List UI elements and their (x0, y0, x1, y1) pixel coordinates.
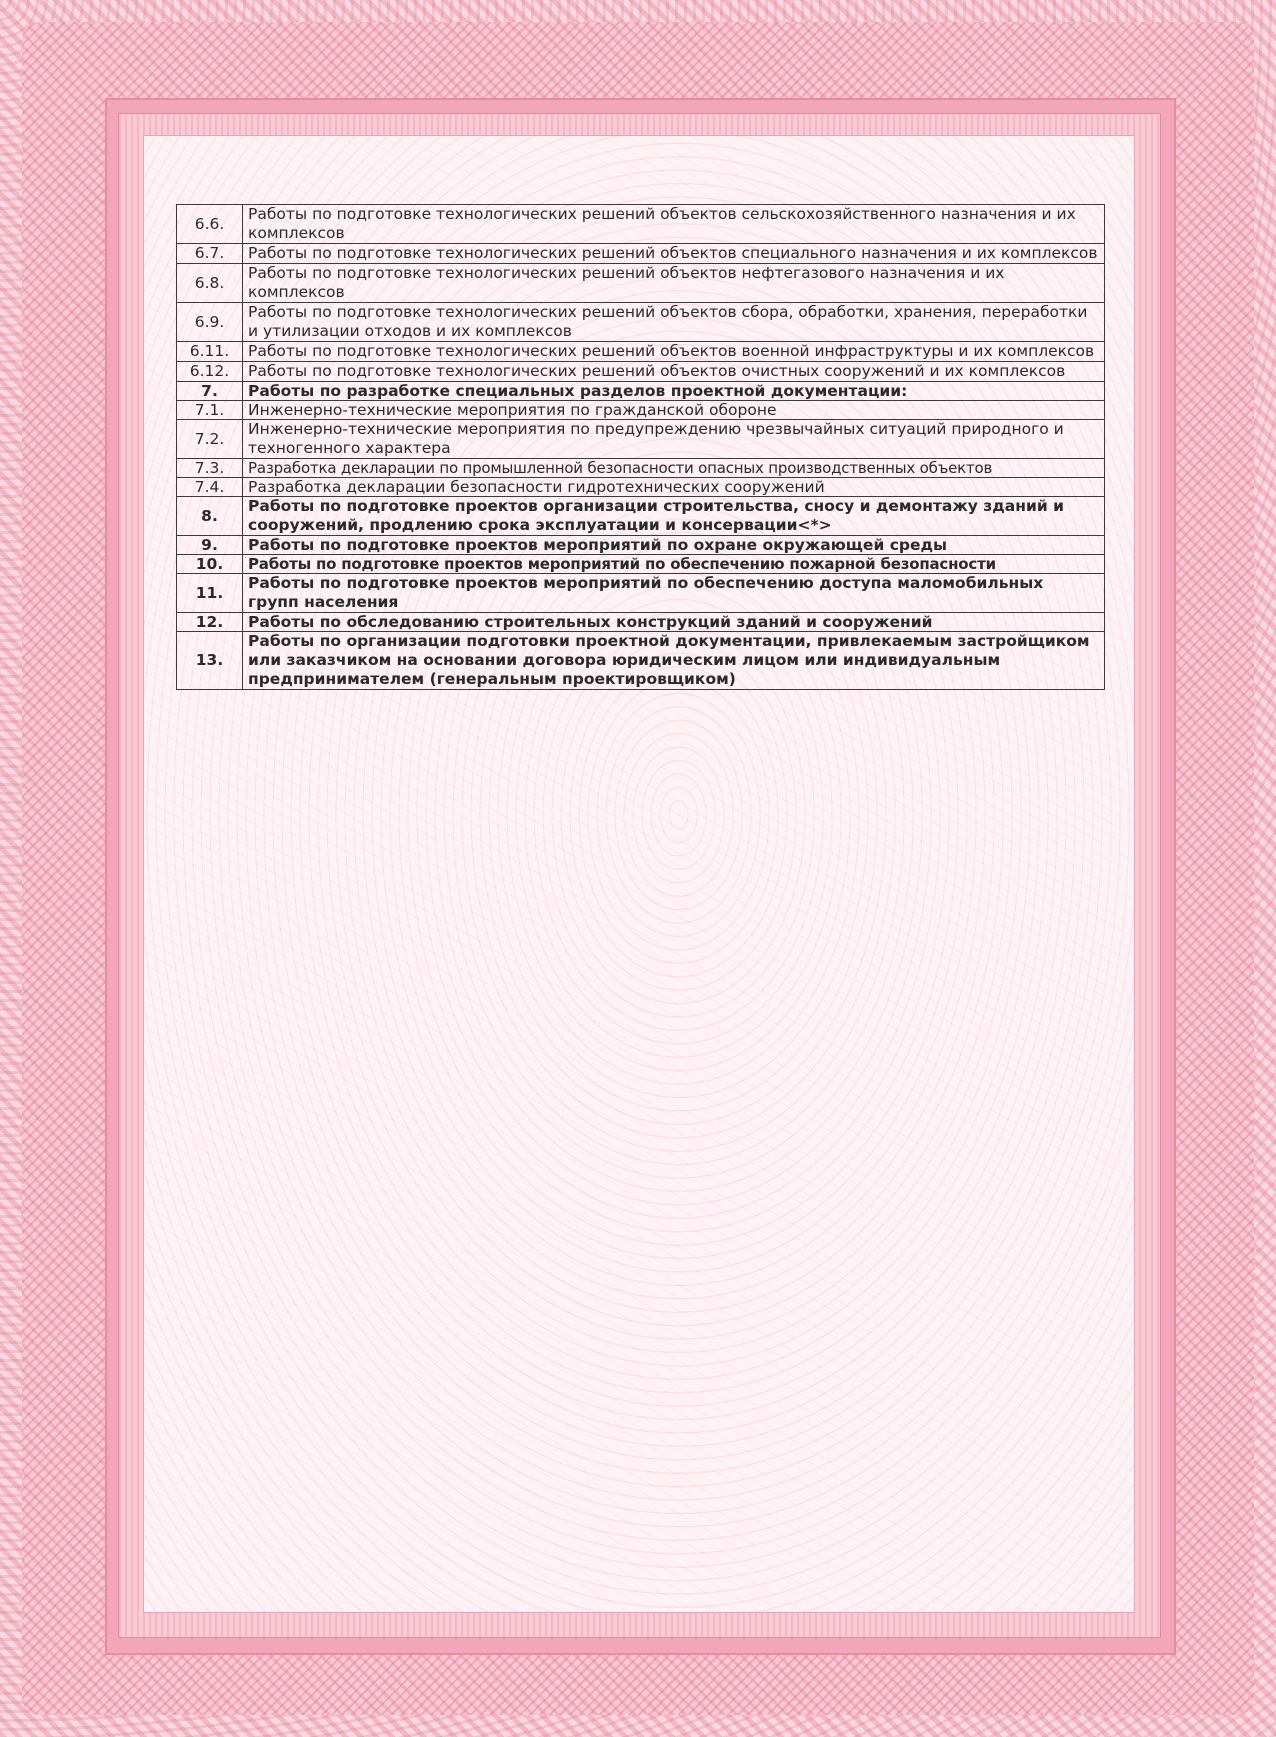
work-description: Работы по подготовке проектов мероприятий по охране окружающей среды (243, 536, 1105, 555)
work-description: Работы по подготовке проектов организации строительства, сносу и демонтажу зданий и сооружений, продлению срока эксплуатации и консервации<*> (243, 497, 1105, 536)
work-description: Инженерно-технические мероприятия по предупреждению чрезвычайных ситуаций природного и техногенного характера (243, 420, 1105, 459)
work-description: Работы по подготовке технологических решений объектов нефтегазового назначения и их комплексов (243, 264, 1105, 303)
work-description: Работы по подготовке технологических решений объектов военной инфраструктуры и их комплексов (243, 342, 1105, 362)
work-description: Работы по подготовке технологических решений объектов сельскохозяйственного назначения и их комплексов (243, 205, 1105, 244)
table-row (177, 536, 1105, 555)
table-row (177, 574, 1105, 613)
work-number: 10. (177, 555, 243, 574)
table-row (177, 303, 1105, 342)
table-row (177, 264, 1105, 303)
table-row (177, 342, 1105, 362)
work-number: 6.7. (177, 244, 243, 264)
work-number: 8. (177, 497, 243, 536)
work-number: 12. (177, 613, 243, 632)
table-row (177, 205, 1105, 244)
table-row (177, 401, 1105, 420)
work-number: 6.11. (177, 342, 243, 362)
work-number: 7.2. (177, 420, 243, 459)
work-number: 6.12. (177, 362, 243, 382)
work-number: 7.3. (177, 459, 243, 478)
work-number: 7.4. (177, 478, 243, 497)
table-row (177, 362, 1105, 382)
work-number: 13. (177, 632, 243, 690)
work-description: Работы по подготовке технологических решений объектов очистных сооружений и их комплексов (243, 362, 1105, 382)
table-row (177, 244, 1105, 264)
table-row (177, 497, 1105, 536)
work-description: Разработка декларации по промышленной безопасности опасных производственных объектов (243, 459, 1105, 478)
table-row (177, 420, 1105, 459)
table-row (177, 459, 1105, 478)
work-number: 9. (177, 536, 243, 555)
work-description: Работы по подготовке проектов мероприятий по обеспечению доступа маломобильных групп населения (243, 574, 1105, 613)
work-number: 7. (177, 382, 243, 401)
table-row (177, 478, 1105, 497)
work-description: Работы по подготовке технологических решений объектов специального назначения и их комплексов (243, 244, 1105, 264)
work-description: Работы по организации подготовки проектной документации, привлекаемым застройщиком или заказчиком на основании договора юридическим лицом или индивидуальным предпринимателем (генеральным проектировщиком) (243, 632, 1105, 690)
table-row (177, 555, 1105, 574)
table-row (177, 613, 1105, 632)
work-description: Разработка декларации безопасности гидротехнических сооружений (243, 478, 1105, 497)
works-table (176, 204, 1105, 690)
work-description: Работы по разработке специальных разделов проектной документации: (243, 382, 1105, 401)
work-description: Работы по подготовке проектов мероприятий по обеспечению пожарной безопасности (243, 555, 1105, 574)
work-description: Инженерно-технические мероприятия по гражданской обороне (243, 401, 1105, 420)
table-row (177, 382, 1105, 401)
work-number: 6.9. (177, 303, 243, 342)
work-number: 7.1. (177, 401, 243, 420)
work-description: Работы по подготовке технологических решений объектов сбора, обработки, хранения, переработки и утилизации отходов и их комплексов (243, 303, 1105, 342)
work-number: 6.6. (177, 205, 243, 244)
work-number: 6.8. (177, 264, 243, 303)
work-description: Работы по обследованию строительных конструкций зданий и сооружений (243, 613, 1105, 632)
work-number: 11. (177, 574, 243, 613)
table-row (177, 632, 1105, 690)
